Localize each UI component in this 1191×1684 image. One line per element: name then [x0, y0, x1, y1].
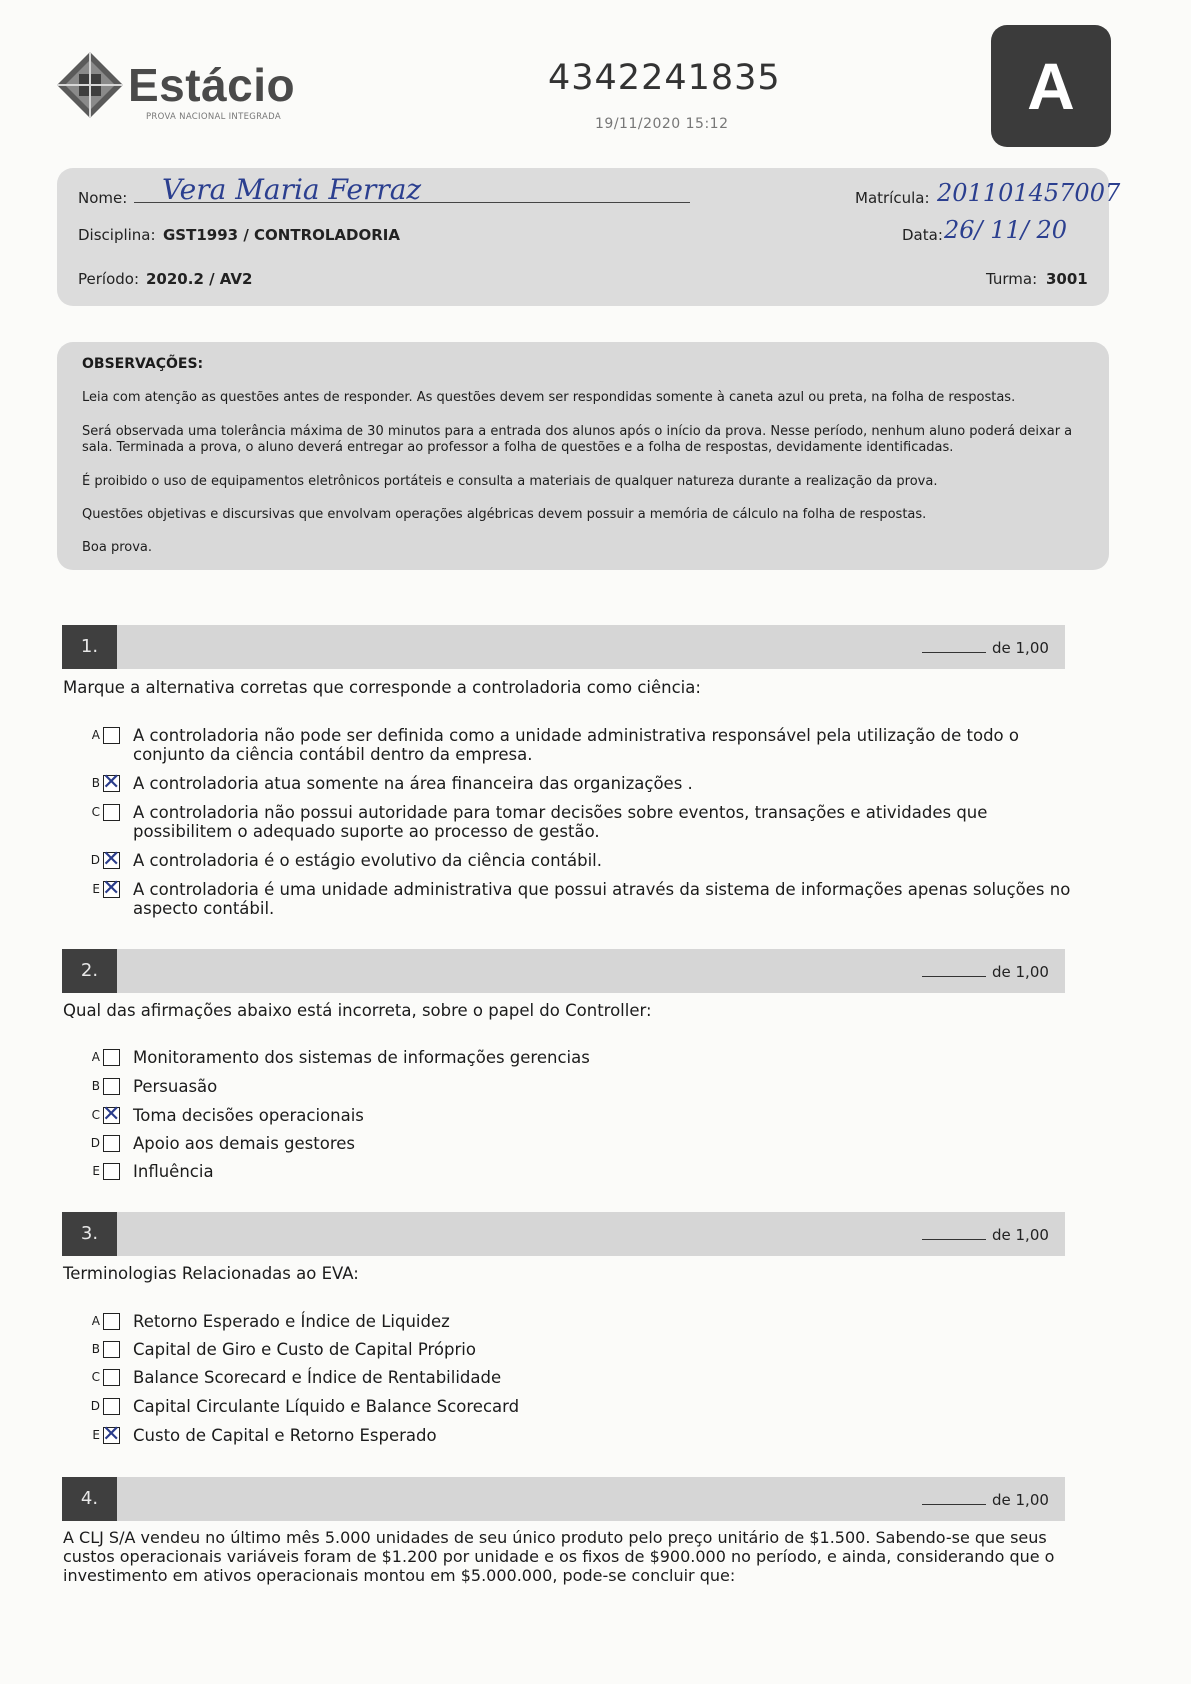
logo-wordmark: Estácio	[128, 59, 296, 111]
disciplina-value: GST1993 / CONTROLADORIA	[163, 226, 400, 244]
data-value[interactable]: 26/ 11/ 20	[944, 216, 1068, 244]
question-score: de 1,00	[922, 1226, 1049, 1244]
observation-paragraph: Leia com atenção as questões antes de responder. As questões devem ser respondidas somente à caneta azul ou preta, na folha de respostas.	[82, 390, 1016, 405]
matricula-label: Matrícula:	[855, 189, 930, 207]
question-stem: Marque a alternativa corretas que corresponde a controladoria como ciência:	[63, 678, 701, 697]
exam-timestamp: 19/11/2020 15:12	[595, 116, 729, 132]
observations-title: OBSERVAÇÕES:	[82, 356, 204, 372]
option-checkbox[interactable]	[102, 876, 121, 901]
question-stem: Qual das afirmações abaixo está incorreta, sobre o papel do Controller:	[63, 1001, 652, 1020]
question-stem: A CLJ S/A vendeu no último mês 5.000 unidades de seu único produto pelo preço unitário de $1.500. Sabendo-se que seus custos operacionais variáveis foram de $1.200 por unidade e os fixos de $900.000 no período, e ainda, considerando que o investimento em ativos operacionais montou em $5.000.000, pode-se concluir que:	[63, 1528, 1055, 1585]
score-blank[interactable]	[922, 1239, 986, 1240]
option-checkbox[interactable]	[102, 1422, 121, 1447]
question-header	[62, 625, 1065, 669]
disciplina-label: Disciplina:	[78, 226, 156, 244]
score-blank[interactable]	[922, 1504, 986, 1505]
question-header	[62, 1212, 1065, 1256]
matricula-value[interactable]: 201101457007	[937, 179, 1121, 207]
periodo-label: Período:	[78, 270, 140, 288]
option-checkbox[interactable]	[103, 727, 120, 744]
name-handwritten: Vera Maria Ferraz	[162, 173, 422, 206]
question-number: 4.	[62, 1477, 117, 1521]
option-checkbox[interactable]	[103, 1398, 120, 1415]
logo-subtitle: PROVA NACIONAL INTEGRADA	[146, 112, 281, 122]
turma-value: 3001	[1046, 270, 1088, 288]
question-header	[62, 949, 1065, 993]
option-checkbox[interactable]	[103, 804, 120, 821]
option-checkbox[interactable]	[103, 1163, 120, 1180]
check-mark-icon: ✕	[102, 1422, 121, 1447]
question-score: de 1,00	[922, 639, 1049, 657]
score-blank[interactable]	[922, 976, 986, 977]
check-mark-icon: ✕	[102, 770, 121, 795]
exam-code: 4342241835	[548, 58, 781, 98]
observations-box	[57, 342, 1109, 570]
question-header	[62, 1477, 1065, 1521]
estacio-logo-icon	[55, 50, 125, 120]
question-number: 1.	[62, 625, 117, 669]
exam-version-badge: A	[991, 25, 1111, 147]
option-checkbox[interactable]	[103, 1049, 120, 1066]
observation-paragraph: É proibido o uso de equipamentos eletrônicos portáteis e consulta a materiais de qualquer natureza durante a realização da prova.	[82, 474, 938, 489]
observation-paragraph: Será observada uma tolerância máxima de 30 minutos para a entrada dos alunos após o início da prova. Nesse período, nenhum aluno poderá deixar a sala. Terminada a prova, o aluno deverá entregar ao professor a folha de questões e a folha de respostas, devidamente identificadas.	[82, 424, 1073, 455]
question-score: de 1,00	[922, 963, 1049, 981]
score-blank[interactable]	[922, 652, 986, 653]
observation-paragraph: Boa prova.	[82, 540, 153, 555]
turma-label: Turma:	[986, 270, 1038, 288]
data-label: Data:	[902, 226, 943, 244]
option-checkbox[interactable]	[103, 1313, 120, 1330]
name-field[interactable]	[134, 173, 690, 206]
option-checkbox[interactable]	[103, 1078, 120, 1095]
check-mark-icon: ✕	[102, 847, 121, 872]
question-score: de 1,00	[922, 1491, 1049, 1509]
question-number: 3.	[62, 1212, 117, 1256]
option-checkbox[interactable]	[103, 1369, 120, 1386]
option-checkbox[interactable]	[103, 1341, 120, 1358]
option-checkbox[interactable]	[102, 770, 121, 795]
option-checkbox[interactable]	[103, 1135, 120, 1152]
option-checkbox[interactable]	[102, 1102, 121, 1127]
name-label: Nome:	[78, 189, 128, 207]
check-mark-icon: ✕	[102, 1102, 121, 1127]
question-stem: Terminologias Relacionadas ao EVA:	[63, 1264, 359, 1283]
check-mark-icon: ✕	[102, 876, 121, 901]
option-checkbox[interactable]	[102, 847, 121, 872]
question-number: 2.	[62, 949, 117, 993]
observation-paragraph: Questões objetivas e discursivas que envolvam operações algébricas devem possuir a memória de cálculo na folha de respostas.	[82, 507, 927, 522]
periodo-value: 2020.2 / AV2	[146, 270, 253, 288]
